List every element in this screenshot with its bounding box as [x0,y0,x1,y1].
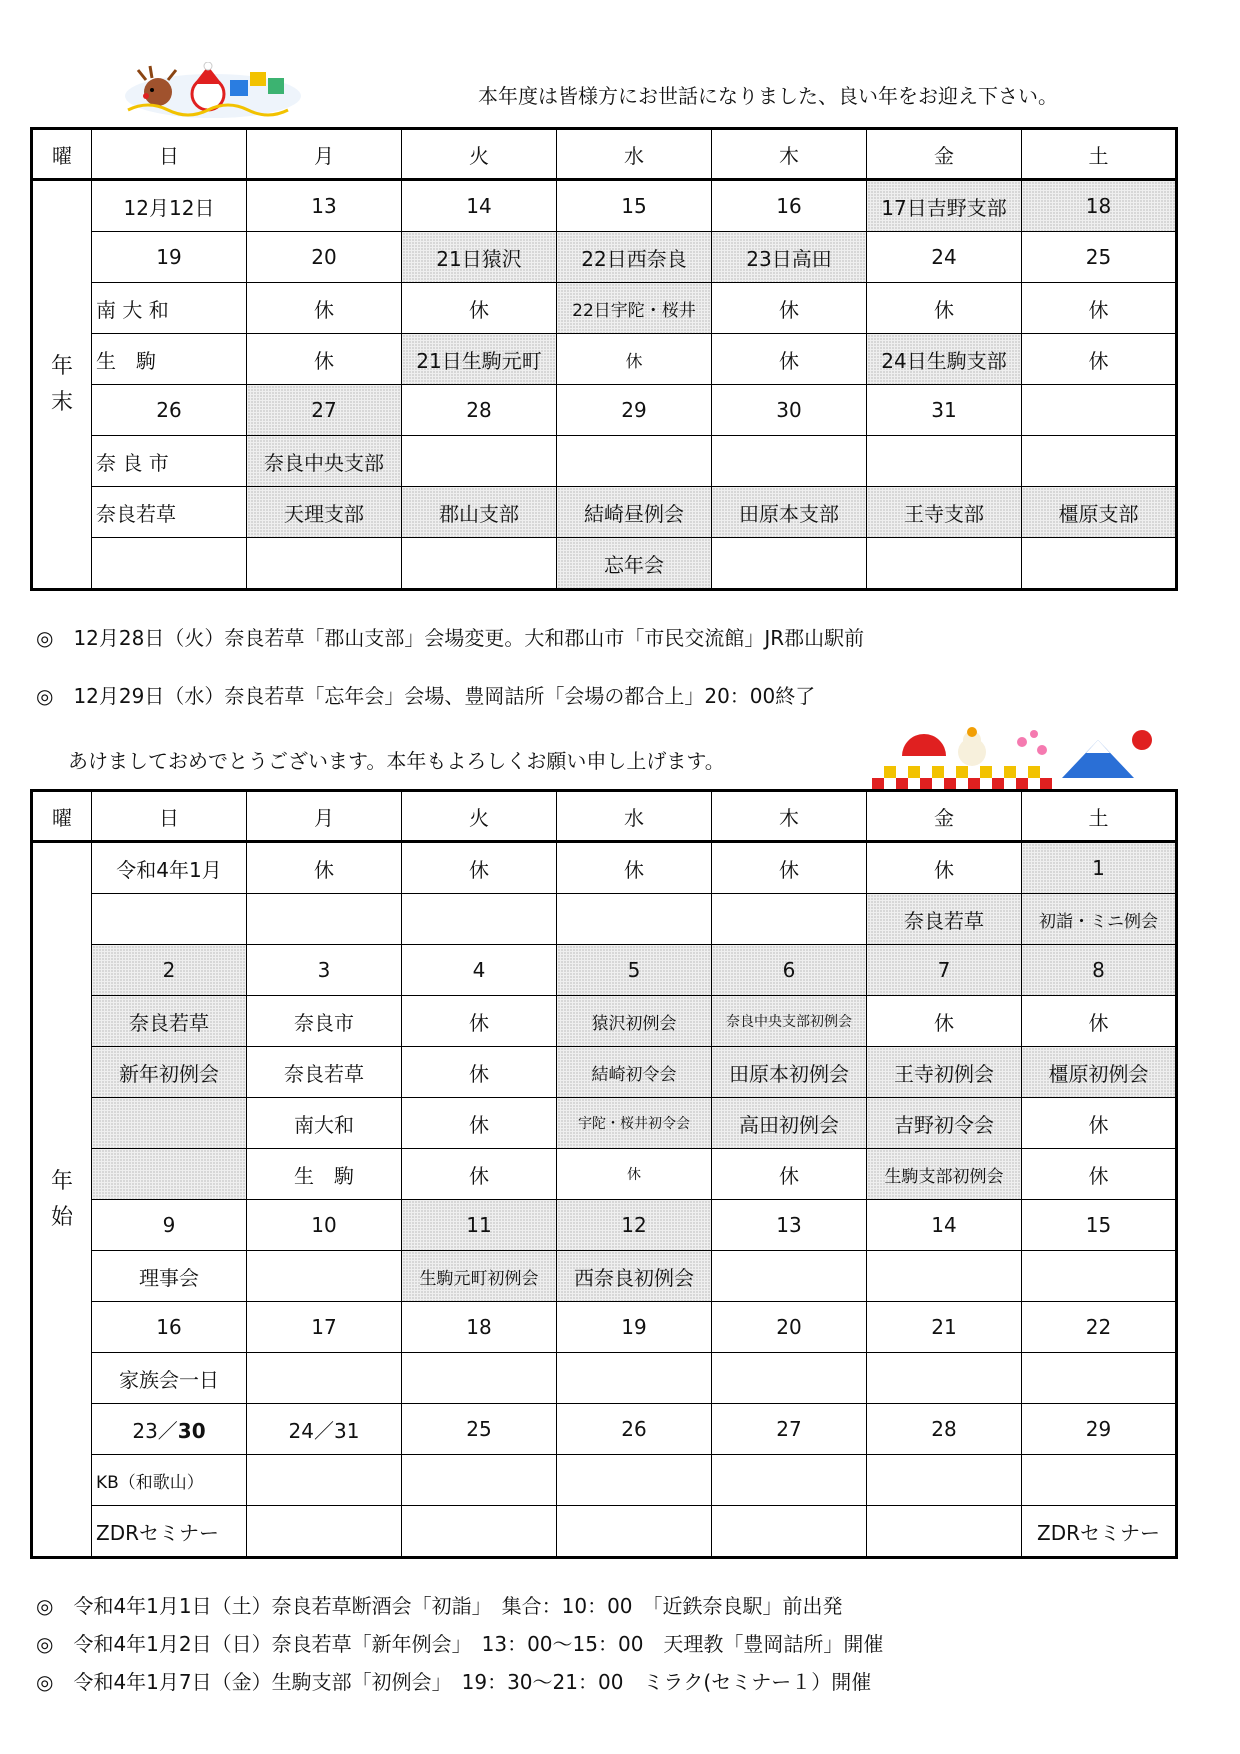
calendar-cell: 宇陀・桜井初令会 [557,1098,712,1149]
calendar-cell: 奈良若草 [867,894,1022,945]
calendar-cell: 郡山支部 [402,487,557,538]
calendar-cell [712,894,867,945]
calendar-cell: 休 [402,1098,557,1149]
calendar-cell [867,436,1022,487]
calendar-cell: 25 [402,1404,557,1455]
calendar-cell [1022,538,1177,590]
calendar-cell: 20 [247,232,402,283]
calendar-cell: 22日宇陀・桜井 [557,283,712,334]
calendar-cell: 橿原支部 [1022,487,1177,538]
calendar-cell: 高田初例会 [712,1098,867,1149]
calendar-cell: 3 [247,945,402,996]
calendar-cell: 9 [92,1200,247,1251]
year-end-note: ◎ 12月29日（水）奈良若草「忘年会」会場、豊岡詰所「会場の都合上」20：00終了 [36,684,816,708]
table-row [32,334,1177,385]
calendar-cell [247,1455,402,1506]
weekday-header: 木 [712,791,867,842]
calendar-cell: 休 [1022,1098,1177,1149]
weekday-header: 曜 [32,129,92,180]
calendar-cell: 21日生駒元町 [402,334,557,385]
side-label-char: 末 [50,389,73,415]
calendar-cell [867,1506,1022,1558]
new-year-calendar [30,789,1178,1559]
calendar-cell: 奈良中央支部初例会 [712,996,867,1047]
calendar-cell [247,1506,402,1558]
calendar-cell: 20 [712,1302,867,1353]
calendar-cell: 奈良市 [247,996,402,1047]
new-year-greeting: あけましておめでとうございます。本年もよろしくお願い申し上げます。 [68,749,725,773]
calendar-cell [247,894,402,945]
calendar-cell: 結崎初令会 [557,1047,712,1098]
table-row [32,1302,1177,1353]
calendar-cell: 5 [557,945,712,996]
weekday-header: 月 [247,791,402,842]
new-year-note: ◎ 令和4年1月1日（土）奈良若草断酒会「初詣」 集合：10：00 「近鉄奈良駅」前出発 [36,1594,843,1618]
calendar-cell: 天理支部 [247,487,402,538]
weekday-header: 曜 [32,791,92,842]
calendar-cell [92,1404,247,1455]
calendar-cell: 17日吉野支部 [867,180,1022,232]
calendar-cell: 南大和 [247,1098,402,1149]
calendar-cell: 14 [402,180,557,232]
date-label: 23／ [132,1418,178,1443]
calendar-cell: 28 [402,385,557,436]
weekday-header: 水 [557,791,712,842]
new-year-note: ◎ 令和4年1月7日（金）生駒支部「初例会」 19：30〜21：00 ミラク(セミナー１）開催 [36,1670,872,1694]
calendar-cell: 19 [92,232,247,283]
calendar-cell [92,538,247,590]
calendar-cell [712,1455,867,1506]
calendar-cell: 新年初例会 [92,1047,247,1098]
table-row [32,945,1177,996]
calendar-cell: 理事会 [92,1251,247,1302]
calendar-cell [92,1149,247,1200]
table-row [32,996,1177,1047]
calendar-cell [247,1353,402,1404]
year-end-calendar [30,127,1178,591]
side-label-char: 年 [50,353,73,379]
new-year-note: ◎ 令和4年1月2日（日）奈良若草「新年例会」 13：00〜15：00 天理教「豊岡詰所」開催 [36,1632,884,1656]
calendar-cell: 25 [1022,232,1177,283]
calendar-cell [712,538,867,590]
calendar-cell [402,1506,557,1558]
new-year-side-label [32,842,92,1558]
calendar-cell [1022,1251,1177,1302]
calendar-cell: 吉野初令会 [867,1098,1022,1149]
table-row [32,180,1177,232]
calendar-cell: 4 [402,945,557,996]
calendar-cell: 奈良若草 [247,1047,402,1098]
calendar-cell [247,1251,402,1302]
calendar-cell [557,436,712,487]
calendar-cell: 休 [247,334,402,385]
christmas-illustration [118,62,308,122]
calendar-cell: 生駒元町初例会 [402,1251,557,1302]
calendar-cell: 休 [402,996,557,1047]
year-end-note: ◎ 12月28日（火）奈良若草「郡山支部」会場変更。大和郡山市「市民交流館」JR郡山駅前 [36,626,865,650]
calendar-cell [867,1455,1022,1506]
calendar-cell: 休 [1022,1149,1177,1200]
calendar-cell: 休 [402,1149,557,1200]
table-row [32,538,1177,590]
calendar-cell: 奈良若草 [92,996,247,1047]
calendar-cell: 16 [92,1302,247,1353]
calendar-cell: 令和4年1月 [92,842,247,894]
calendar-cell: 27 [247,385,402,436]
calendar-cell: 休 [712,1149,867,1200]
calendar-cell [712,1353,867,1404]
calendar-cell: 6 [712,945,867,996]
table-row [32,1047,1177,1098]
calendar-cell: 田原本支部 [712,487,867,538]
calendar-cell [712,1251,867,1302]
calendar-cell: 休 [867,842,1022,894]
weekday-header: 火 [402,129,557,180]
calendar-cell: 休 [557,334,712,385]
calendar-cell [1022,1353,1177,1404]
year-end-side-label [32,180,92,590]
calendar-cell [867,1353,1022,1404]
calendar-cell: 奈良中央支部 [247,436,402,487]
table-row [32,894,1177,945]
calendar-cell: 休 [402,1047,557,1098]
calendar-cell: 休 [1022,334,1177,385]
calendar-cell: 12 [557,1200,712,1251]
calendar-cell: ZDRセミナー [92,1506,247,1558]
calendar-cell [867,538,1022,590]
calendar-cell: 26 [557,1404,712,1455]
calendar-cell: 結崎昼例会 [557,487,712,538]
calendar-cell: 奈 良 市 [92,436,247,487]
table-row [32,385,1177,436]
table-row [32,1506,1177,1558]
calendar-cell: 26 [92,385,247,436]
calendar-cell [712,436,867,487]
calendar-cell: 16 [712,180,867,232]
calendar-cell: 休 [247,283,402,334]
calendar-cell: 初詣・ミニ例会 [1022,894,1177,945]
calendar-cell [92,894,247,945]
weekday-header: 金 [867,129,1022,180]
calendar-cell [402,436,557,487]
calendar-cell: 休 [1022,996,1177,1047]
weekday-header: 水 [557,129,712,180]
calendar-cell: 休 [712,842,867,894]
calendar-cell: 生駒支部初例会 [867,1149,1022,1200]
calendar-cell: 31 [867,385,1022,436]
calendar-cell: 忘年会 [557,538,712,590]
table-row [32,1149,1177,1200]
table-row [32,1353,1177,1404]
calendar-cell [557,1353,712,1404]
calendar-cell: 24日生駒支部 [867,334,1022,385]
calendar-cell: 休 [712,334,867,385]
table-row [32,1251,1177,1302]
weekday-header: 火 [402,791,557,842]
calendar-cell [402,894,557,945]
calendar-cell [402,538,557,590]
calendar-cell: 24 [867,232,1022,283]
calendar-cell: 13 [247,180,402,232]
weekday-header-row [32,791,1177,842]
calendar-cell: 24／31 [247,1404,402,1455]
table-row [32,436,1177,487]
table-row [32,283,1177,334]
calendar-cell [557,1506,712,1558]
calendar-cell: 8 [1022,945,1177,996]
calendar-cell: 29 [557,385,712,436]
calendar-cell: 王寺初例会 [867,1047,1022,1098]
calendar-cell: 生 駒 [247,1149,402,1200]
calendar-cell: 奈良若草 [92,487,247,538]
calendar-cell: 休 [402,842,557,894]
calendar-cell: 休 [557,1149,712,1200]
calendar-cell: 王寺支部 [867,487,1022,538]
calendar-cell: 生 駒 [92,334,247,385]
table-row [32,1200,1177,1251]
calendar-cell: 休 [402,283,557,334]
calendar-cell: 休 [1022,283,1177,334]
calendar-cell: KB（和歌山） [92,1455,247,1506]
calendar-cell: 18 [402,1302,557,1353]
new-year-illustration [872,726,1164,790]
calendar-cell [92,1098,247,1149]
calendar-cell: 27 [712,1404,867,1455]
calendar-cell [867,1251,1022,1302]
calendar-cell: 7 [867,945,1022,996]
table-row [32,487,1177,538]
calendar-cell: 田原本初例会 [712,1047,867,1098]
calendar-cell: 19 [557,1302,712,1353]
calendar-cell: 23日高田 [712,232,867,283]
calendar-cell: 15 [557,180,712,232]
side-label-char: 始 [50,1204,73,1230]
calendar-cell: 15 [1022,1200,1177,1251]
weekday-header: 土 [1022,129,1177,180]
weekday-header: 日 [92,129,247,180]
table-row [32,1455,1177,1506]
calendar-cell: 11 [402,1200,557,1251]
calendar-cell [712,1506,867,1558]
date-label-bold: 30 [177,1418,206,1443]
calendar-cell: 10 [247,1200,402,1251]
weekday-header: 土 [1022,791,1177,842]
calendar-cell: 2 [92,945,247,996]
calendar-cell [247,538,402,590]
calendar-cell [402,1455,557,1506]
calendar-cell: 休 [712,283,867,334]
calendar-cell [557,894,712,945]
calendar-cell: 西奈良初例会 [557,1251,712,1302]
side-label-char: 年 [50,1168,73,1194]
calendar-cell: 21 [867,1302,1022,1353]
table-row [32,1098,1177,1149]
weekday-header: 日 [92,791,247,842]
calendar-cell: 28 [867,1404,1022,1455]
calendar-cell: 14 [867,1200,1022,1251]
calendar-cell: 30 [712,385,867,436]
calendar-cell: 休 [867,996,1022,1047]
calendar-cell: 休 [557,842,712,894]
calendar-cell: 猿沢初例会 [557,996,712,1047]
calendar-cell [1022,1455,1177,1506]
calendar-cell [1022,385,1177,436]
calendar-cell: 休 [867,283,1022,334]
calendar-cell: 1 [1022,842,1177,894]
calendar-cell: 南 大 和 [92,283,247,334]
calendar-cell: 13 [712,1200,867,1251]
table-row [32,842,1177,894]
calendar-cell: 休 [247,842,402,894]
calendar-cell: 家族会一日 [92,1353,247,1404]
calendar-cell: 18 [1022,180,1177,232]
year-end-greeting: 本年度は皆様方にお世話になりました、良い年をお迎え下さい。 [478,84,1058,108]
calendar-cell [1022,436,1177,487]
calendar-cell [557,1455,712,1506]
calendar-cell: 22 [1022,1302,1177,1353]
calendar-cell: 12月12日 [92,180,247,232]
weekday-header-row [32,129,1177,180]
calendar-cell: 22日西奈良 [557,232,712,283]
calendar-cell: 21日猿沢 [402,232,557,283]
weekday-header: 金 [867,791,1022,842]
calendar-cell: 橿原初例会 [1022,1047,1177,1098]
weekday-header: 月 [247,129,402,180]
calendar-cell [402,1353,557,1404]
calendar-cell: 17 [247,1302,402,1353]
weekday-header: 木 [712,129,867,180]
table-row [32,1404,1177,1455]
table-row [32,232,1177,283]
calendar-cell: ZDRセミナー [1022,1506,1177,1558]
calendar-cell: 29 [1022,1404,1177,1455]
